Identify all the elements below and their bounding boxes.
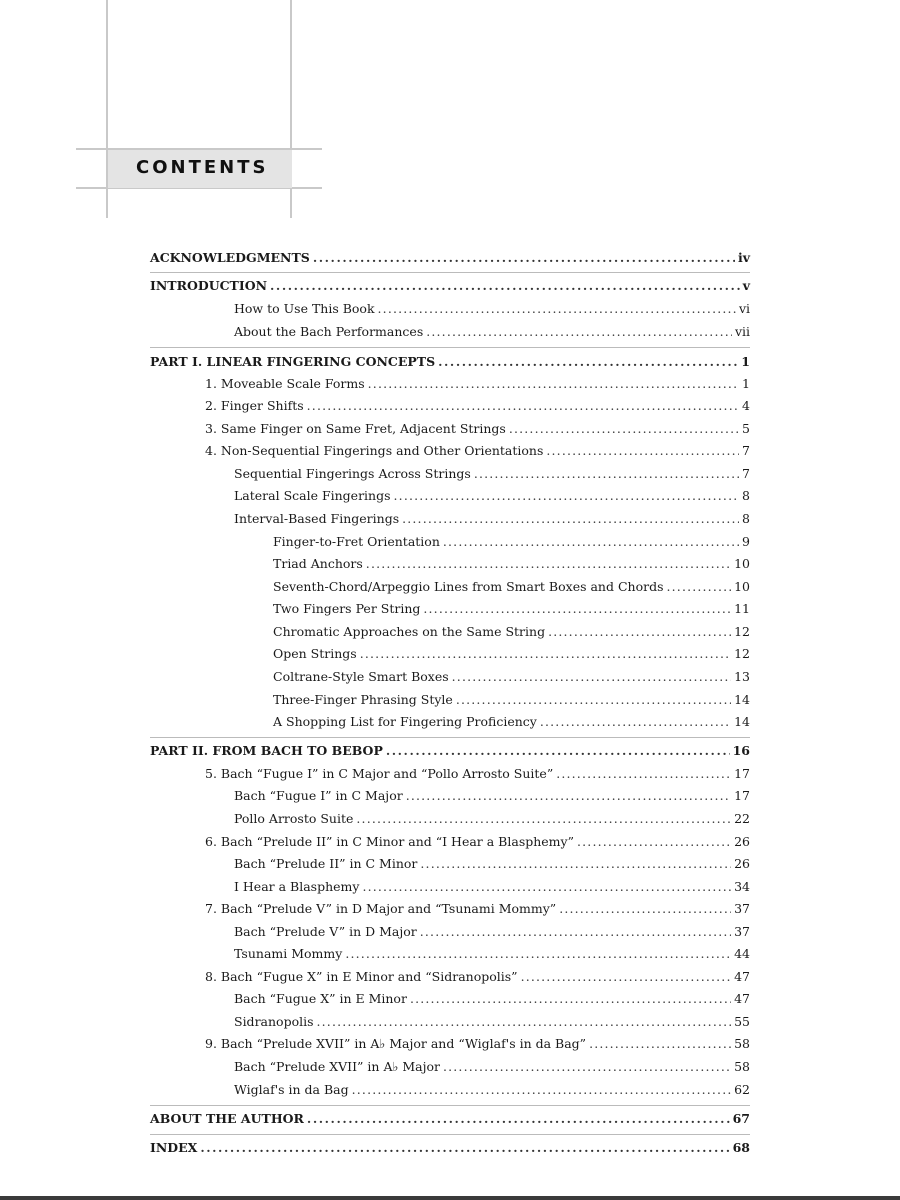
dot-leader (356, 811, 731, 827)
dot-leader (521, 969, 732, 985)
toc-entry-title: Sidranopolis (234, 1014, 314, 1029)
toc-entry-page-number: 12 (734, 624, 750, 639)
toc-entry[interactable] (205, 834, 750, 850)
toc-entry[interactable] (150, 743, 750, 759)
toc-entry-title: PART I. LINEAR FINGERING CONCEPTS (150, 354, 436, 369)
toc-entry-title: Pollo Arrosto Suite (234, 811, 354, 826)
dot-leader (420, 924, 731, 940)
page-bottom-edge (0, 1196, 900, 1200)
toc-entry-page-number: 58 (734, 1059, 750, 1074)
toc-entry-title: Coltrane-Style Smart Boxes (273, 669, 449, 684)
dot-leader (317, 1014, 732, 1030)
toc-entry-title: PART II. FROM BACH TO BEBOP (150, 743, 383, 758)
dot-leader (386, 743, 730, 759)
dot-leader (406, 788, 731, 804)
toc-entry-page-number: 7 (742, 466, 750, 481)
dot-leader (426, 324, 732, 340)
toc-entry-page-number: 13 (734, 669, 750, 684)
toc-entry-title: Bach “Fugue X” in E Minor (234, 991, 407, 1006)
toc-entry-title: 4. Non-Sequential Fingerings and Other Orientations (205, 443, 544, 458)
toc-entry[interactable] (234, 511, 750, 527)
section-divider (150, 347, 750, 348)
toc-entry[interactable] (234, 1059, 750, 1075)
toc-entry[interactable] (234, 856, 750, 872)
toc-entry-title: Seventh-Chord/Arpeggio Lines from Smart Boxes and Chords (273, 579, 664, 594)
toc-entry-page-number: 26 (734, 834, 750, 849)
toc-entry-title: ACKNOWLEDGMENTS (150, 250, 310, 265)
toc-entry-page-number: 16 (732, 743, 750, 758)
toc-entry-title: Tsunami Mommy (234, 946, 343, 961)
toc-entry-title: 7. Bach “Prelude V” in D Major and “Tsunami Mommy” (205, 901, 557, 916)
toc-entry[interactable] (234, 1014, 750, 1030)
dot-leader (577, 834, 731, 850)
toc-entry-title: Bach “Prelude II” in C Minor (234, 856, 418, 871)
toc-entry[interactable] (234, 301, 750, 317)
toc-entry-page-number: 1 (741, 354, 750, 369)
toc-entry-page-number: 26 (734, 856, 750, 871)
toc-entry-page-number: vii (734, 324, 750, 339)
dot-leader (360, 646, 731, 662)
toc-entry-page-number: 34 (734, 879, 750, 894)
toc-entry-title: 9. Bach “Prelude XVII” in A♭ Major and “Wiglaf's in da Bag” (205, 1036, 587, 1051)
toc-entry-page-number: 11 (734, 601, 750, 616)
toc-entry-page-number: 10 (734, 579, 750, 594)
toc-entry[interactable] (205, 398, 750, 414)
toc-entry-page-number: 17 (734, 788, 750, 803)
toc-entry-page-number: iv (737, 250, 750, 265)
toc-entry-page-number: 5 (742, 421, 750, 436)
toc-entry-page-number: 17 (734, 766, 750, 781)
dot-leader (307, 398, 739, 414)
toc-entry-title: INTRODUCTION (150, 278, 268, 293)
toc-entry[interactable] (205, 766, 750, 782)
toc-entry[interactable] (205, 969, 750, 985)
toc-entry-page-number: 22 (734, 811, 750, 826)
dot-leader (474, 466, 739, 482)
toc-entry[interactable] (234, 811, 750, 827)
dot-leader (410, 991, 731, 1007)
dot-leader (443, 1059, 731, 1075)
toc-entry-page-number: 68 (732, 1140, 750, 1155)
toc-entry-title: 2. Finger Shifts (205, 398, 304, 413)
dot-leader (452, 669, 731, 685)
dot-leader (420, 856, 731, 872)
toc-entry-title: I Hear a Blasphemy (234, 879, 360, 894)
toc-entry-title: Lateral Scale Fingerings (234, 488, 391, 503)
toc-entry[interactable] (273, 646, 750, 662)
toc-entry[interactable] (205, 443, 750, 459)
dot-leader (456, 692, 731, 708)
toc-entry-page-number: 47 (734, 969, 750, 984)
dot-leader (546, 443, 739, 459)
toc-entry[interactable] (150, 1111, 750, 1127)
section-divider (150, 1105, 750, 1106)
toc-entry-title: Bach “Prelude V” in D Major (234, 924, 417, 939)
toc-entry-title: ABOUT THE AUTHOR (150, 1111, 304, 1126)
dot-leader (352, 1082, 731, 1098)
dot-leader (438, 354, 738, 370)
toc-entry-title: Two Fingers Per String (273, 601, 421, 616)
dot-leader (378, 301, 736, 317)
toc-entry-page-number: v (742, 278, 750, 293)
toc-entry[interactable] (205, 421, 750, 437)
dot-leader (548, 624, 731, 640)
toc-entry-page-number: vi (738, 301, 750, 316)
dot-leader (200, 1140, 729, 1156)
toc-entry[interactable] (234, 991, 750, 1007)
dot-leader (589, 1036, 731, 1052)
dot-leader (366, 556, 731, 572)
toc-entry-page-number: 67 (732, 1111, 750, 1126)
toc-entry-title: A Shopping List for Fingering Proficiency (273, 714, 537, 729)
toc-entry-page-number: 44 (734, 946, 750, 961)
toc-entry[interactable] (234, 466, 750, 482)
toc-entry-title: Finger-to-Fret Orientation (273, 534, 440, 549)
dot-leader (402, 511, 739, 527)
toc-entry-title: Open Strings (273, 646, 357, 661)
section-divider (150, 1134, 750, 1135)
toc-entry[interactable] (273, 556, 750, 572)
toc-entry-page-number: 10 (734, 556, 750, 571)
toc-entry-title: Sequential Fingerings Across Strings (234, 466, 471, 481)
toc-entry[interactable] (273, 669, 750, 685)
toc-entry[interactable] (234, 488, 750, 504)
toc-entry-title: 1. Moveable Scale Forms (205, 376, 365, 391)
dot-leader (423, 601, 731, 617)
toc-entry[interactable] (234, 879, 750, 895)
toc-entry-title: 8. Bach “Fugue X” in E Minor and “Sidranopolis” (205, 969, 518, 984)
section-divider (150, 737, 750, 738)
toc-entry-title: INDEX (150, 1140, 198, 1155)
toc-entry-title: Chromatic Approaches on the Same String (273, 624, 546, 639)
toc-entry[interactable] (150, 278, 750, 294)
toc-entry[interactable] (234, 1082, 750, 1098)
toc-entry[interactable] (150, 250, 750, 266)
toc-entry[interactable] (234, 788, 750, 804)
dot-leader (313, 250, 735, 266)
dot-leader (443, 534, 739, 550)
toc-entry-title: Three-Finger Phrasing Style (273, 692, 453, 707)
toc-entry-title: Triad Anchors (273, 556, 363, 571)
toc-entry[interactable] (234, 324, 750, 340)
toc-entry-title: Bach “Prelude XVII” in A♭ Major (234, 1059, 440, 1074)
dot-leader (307, 1111, 730, 1127)
toc-entry-page-number: 55 (734, 1014, 750, 1029)
toc-entry[interactable] (234, 946, 750, 962)
dot-leader (540, 714, 731, 730)
toc-entry-page-number: 4 (742, 398, 750, 413)
toc-entry-page-number: 14 (734, 692, 750, 707)
dot-leader (556, 766, 731, 782)
toc-entry-page-number: 12 (734, 646, 750, 661)
toc-entry-title: Wiglaf's in da Bag (234, 1082, 349, 1097)
toc-entry[interactable] (205, 901, 750, 917)
toc-entry-page-number: 37 (734, 901, 750, 916)
dot-leader (559, 901, 731, 917)
toc-entry-title: 6. Bach “Prelude II” in C Minor and “I Hear a Blasphemy” (205, 834, 574, 849)
toc-entry-page-number: 8 (742, 511, 750, 526)
toc-entry-page-number: 47 (734, 991, 750, 1006)
toc-entry-title: Interval-Based Fingerings (234, 511, 400, 526)
toc-entry[interactable] (150, 354, 750, 370)
toc-entry[interactable] (273, 601, 750, 617)
toc-entry-title: How to Use This Book (234, 301, 375, 316)
dot-leader (270, 278, 740, 294)
dot-leader (368, 376, 739, 392)
toc-entry-page-number: 58 (734, 1036, 750, 1051)
toc-entry-page-number: 62 (734, 1082, 750, 1097)
toc-entry-page-number: 37 (734, 924, 750, 939)
toc-entry-page-number: 9 (742, 534, 750, 549)
toc-entry[interactable] (150, 1140, 750, 1156)
toc-entry-page-number: 1 (742, 376, 750, 391)
dot-leader (345, 946, 731, 962)
toc-entry-title: Bach “Fugue I” in C Major (234, 788, 403, 803)
toc-entry[interactable] (205, 376, 750, 392)
dot-leader (667, 579, 732, 595)
toc-entry-page-number: 7 (742, 443, 750, 458)
dot-leader (509, 421, 739, 437)
toc-entry[interactable] (273, 579, 750, 595)
toc-entry[interactable] (273, 714, 750, 730)
toc-entry-page-number: 8 (742, 488, 750, 503)
dot-leader (394, 488, 740, 504)
toc-entry[interactable] (273, 624, 750, 640)
toc-entry[interactable] (273, 534, 750, 550)
toc-entry-title: 5. Bach “Fugue I” in C Major and “Pollo Arrosto Suite” (205, 766, 554, 781)
toc-entry-page-number: 14 (734, 714, 750, 729)
toc-entry-title: About the Bach Performances (234, 324, 424, 339)
dot-leader (362, 879, 731, 895)
toc-entry[interactable] (273, 692, 750, 708)
page-title: CONTENTS (136, 157, 269, 178)
section-divider (150, 272, 750, 273)
toc-entry[interactable] (234, 924, 750, 940)
toc-entry-title: 3. Same Finger on Same Fret, Adjacent Strings (205, 421, 506, 436)
toc-entry[interactable] (205, 1036, 750, 1052)
